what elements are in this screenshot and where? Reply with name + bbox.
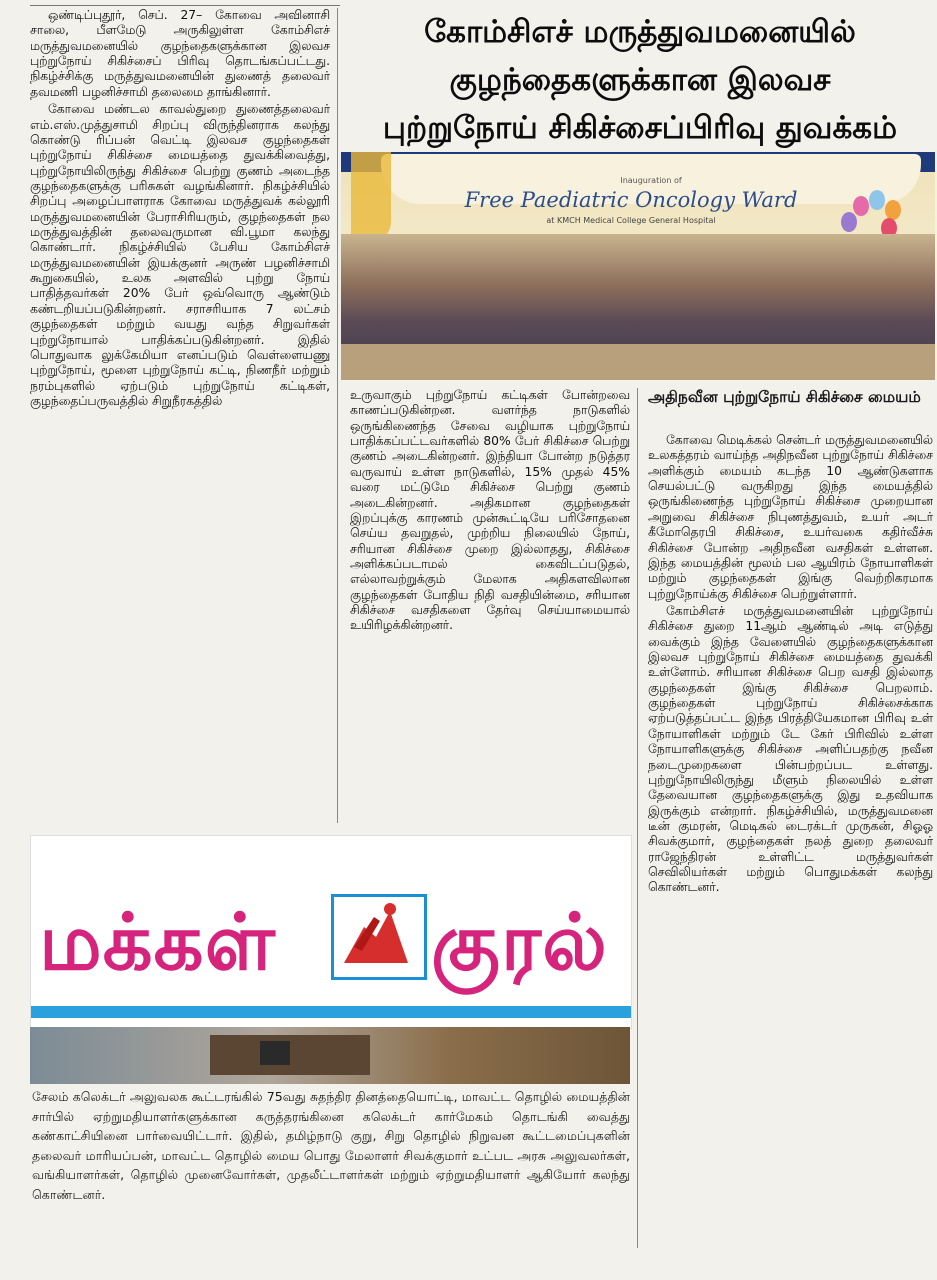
ribbon-decoration — [351, 152, 391, 242]
photo-caption: சேலம் கலெக்டர் அலுவலக கூட்டரங்கில் 75வது சுதந்திர தினத்தையொட்டி, மாவட்ட தொழில் மையத்தின் சார்பில் ஏற்றுமதியாளர்களுக்கான கருத்தரங்கினை கலெக்டர் கார்மேகம் தொடங்கி வைத்து கண்காட்சியினை பார்வையிட்டார். இதில், தமிழ்நாடு குறு, சிறு தொழில் நிறுவன கூட்டமைப்புகளின் தலைவர் மாரியப்பன், மாவட்ட தொழில் மைய பொது மேலாளர் சிவக்குமார் உட்பட அரசு அலுவலர்கள், வங்கியாளர்கள், தொழில் முனைவோர்கள், முதலீட்டாளர்கள் மற்றும் ஏற்றுமதியாளர் ஆகியோர் கலந்து கொண்டனர். — [32, 1089, 630, 1202]
left-paragraph-2: கோவை மண்டல காவல்துறை துணைத்தலைவர் எம்.எஸ்.முத்துசாமி சிறப்பு விருந்தினராக கலந்து கொண்டு ரிப்பன் வெட்டி இலவச குழந்தைகள் புற்றுநோய் சிகிச்சை மையத்தை துவக்கிவைத்து, புற்றுநோயிலிருந்து சிகிச்சை பெற்று குணம் அடைந்த குழந்தைகளுக்கு பரிசுகள் வழங்கினார். நிகழ்ச்சியில் சிறப்பு அழைப்பாளராக கோவை மருத்துவக் கல்லூரி மருத்துவமனையின் பேராசிரியரும், குழந்தைகள் நல மருத்துவத்தின் தலைவருமான வி.பூமா கலந்து கொண்டார். நிகழ்ச்சியில் பேசிய கோம்சிஎச் மருத்துவமனையின் இயக்குனர் அருண் பழனிச்சாமி கூறுகையில், உலக அளவில் புற்று நோய் பாதித்தவர்கள் 20% பேர் ஒவ்வொரு ஆண்டும் கண்டறியப்படுகின்றனர். சராசரியாக 7 லட்சம் குழந்தைகள் மற்றும் வயது வந்த சிறுவர்கள் புற்றுநோயால் பாதிக்கப்படுகின்றனர். இதில் பொதுவாக லுக்கேமியா எனப்படும் வெள்ளையணு புற்றுநோய், மூளை புற்றுநோய் கட்டி, நிணநீர் மற்றும் நரம்புகளில் ஏற்படும் புற்றுநோய் கட்டிகள், குழந்தைப்பருவத்தில் சிறுநீரகத்தில் — [30, 102, 330, 408]
location-text: at KMCH Medical College General Hospital — [546, 216, 716, 225]
event-photo — [341, 152, 935, 380]
protest-emblem-icon — [331, 894, 427, 980]
middle-column — [350, 388, 630, 823]
column-divider-right — [637, 388, 638, 1248]
column-divider — [337, 8, 338, 823]
balloon-icon — [869, 190, 885, 210]
subheading: அதிநவீன புற்றுநோய் சிகிச்சை மையம் — [648, 388, 921, 406]
inauguration-text: Inauguration of — [620, 176, 682, 185]
logo-text-right: குரல் — [431, 898, 608, 988]
newspaper-logo — [30, 835, 632, 1029]
balloon-icon — [841, 212, 857, 232]
right-paragraph-2: கோம்சிஎச் மருத்துவமனையின் புற்றுநோய் சிகிச்சை துறை 11ஆம் ஆண்டில் அடி எடுத்து வைக்கும் இந்த வேளையில் குழந்தைகளுக்கான இலவச புற்றுநோய் சிகிச்சை மையத்தை துவக்கி உள்ளோம். சரியான சிகிச்சை பெற வசதி இல்லாத குழந்தைகள் இங்கு சிகிச்சை பெறலாம். குழந்தைகள் புற்றுநோய் சிகிச்சைக்காக ஏற்படுத்தப்பட்ட இந்த பிரத்தியேகமான பிரிவு உள் நோயாளிகள் மற்றும் டே கேர் பிரிவில் உள்ள நோயாளிகளுக்கு சிகிச்சை அளிப்பதற்கு நவீன நடைமுறைகளை பின்பற்றப்பட உள்ளது. புற்றுநோயிலிருந்து மீளும் நிலையில் உள்ள தேவையான குழந்தைகளுக்கு இது உதவியாக இருக்கும் என்றார். நிகழ்ச்சியில், மருத்துவமனை டீன் குமரன், மெடிகல் டைரக்டர் முருகன், சிஓஓ சிவக்குமார், குழந்தைகள் நலத் துறை தலைவர் ராஜேந்திரன் உள்ளிட்ட மருத்துவர்கள் செவிலியர்கள் மற்றும் பொதுமக்கள் கலந்து கொண்டனர். — [648, 603, 933, 895]
balloon-icon — [885, 200, 901, 220]
right-paragraph-1: கோவை மெடிக்கல் சென்டர் மருத்துவமனையில் உலகத்தரம் வாய்ந்த அதிநவீன புற்றுநோய் சிகிச்சை அளிக்கும் மையம் கடந்த 10 ஆண்டுகளாக செயல்பட்டு வருகிறது இந்த மையத்தில் ஒருங்கிணைந்த புற்றுநோய் சிகிச்சை முறையான அறுவை சிகிச்சை நிபுணத்துவம், உயர் அடர் கீமோதெரபி சிகிச்சை, உயர்வகை கதிர்வீச்சு சிகிச்சை போன்ற அதிநவீன வசதிகள் உள்ளன. இந்த மையத்தின் மூலம் பல ஆயிரம் நோயாளிகள் மற்றும் குழந்தைகள் இங்கு வெற்றிகரமாக புற்றுநோய்க்கு சிகிச்சை பெற்றுள்ளார். — [648, 433, 933, 601]
top-rule — [30, 5, 340, 6]
middle-paragraph: உருவாகும் புற்றுநோய் கட்டிகள் போன்றவை காணப்படுகின்றன. வளர்ந்த நாடுகளில் ஒருங்கிணைந்த சேவை வழியாக புற்றுநோய் பாதிக்கப்பட்டவர்களில் 80% பேர் சிகிச்சை பெற்று குணம் அடைகின்றனர். இந்தியா போன்ற நடுத்தர வருவாய் உள்ள நாடுகளில், 15% முதல் 45% வரை மட்டுமே சிகிச்சை பெற்று குணம் அடைகின்றனர். அதிகமான குழந்தைகள் இறப்புக்கு காரணம் முன்கூட்டியே பரிசோதனை செய்ய தவறுதல், முற்றிய நிலையில் நோய், சரியான சிகிச்சை முறை இல்லாதது, சிகிச்சை அளிக்கப்படாமல் கைவிடப்படுதல், எல்லாவற்றுக்கும் மேலாக அதிகளவிலான குழந்தைகள் போதிய நிதி வசதியின்மை, சரியான சிகிச்சை வசதிகளை தேர்வு செய்யாமையால் உயிரிழக்கின்றனர். — [350, 388, 630, 633]
logo-text-left: மக்கள் — [39, 898, 276, 988]
right-column — [648, 433, 933, 1248]
stage-floor — [341, 344, 935, 380]
balloon-icon — [853, 196, 869, 216]
ward-title: Free Paediatric Oncology Ward — [464, 188, 798, 212]
headline — [345, 8, 935, 152]
logo-underline — [31, 1006, 631, 1018]
left-paragraph-1: ஒண்டிப்புதூர், செப். 27– கோவை அவினாசி சாலை, பீளமேடு அருகிலுள்ள கோம்சிஎச் மருத்துவமனையில் குழந்தைகளுக்கான இலவச புற்றுநோய் சிகிச்சைப் பிரிவு தொடங்கப்பட்டது. நிகழ்ச்சிக்கு மருத்துவமனையின் துணைத் தலைவர் தவமணி பழனிச்சாமி தலைமை தாங்கினார். — [30, 8, 330, 99]
left-column — [30, 8, 330, 823]
table-furniture — [210, 1035, 370, 1075]
headline-line-2: குழந்தைகளுக்கான இலவச — [449, 62, 831, 98]
microphone-stand — [260, 1041, 290, 1065]
conference-photo — [30, 1027, 630, 1084]
headline-line-3: புற்றுநோய் சிகிச்சைப்பிரிவு துவக்கம் — [382, 110, 898, 146]
headline-line-1: கோம்சிஎச் மருத்துவமனையில் — [424, 14, 856, 50]
